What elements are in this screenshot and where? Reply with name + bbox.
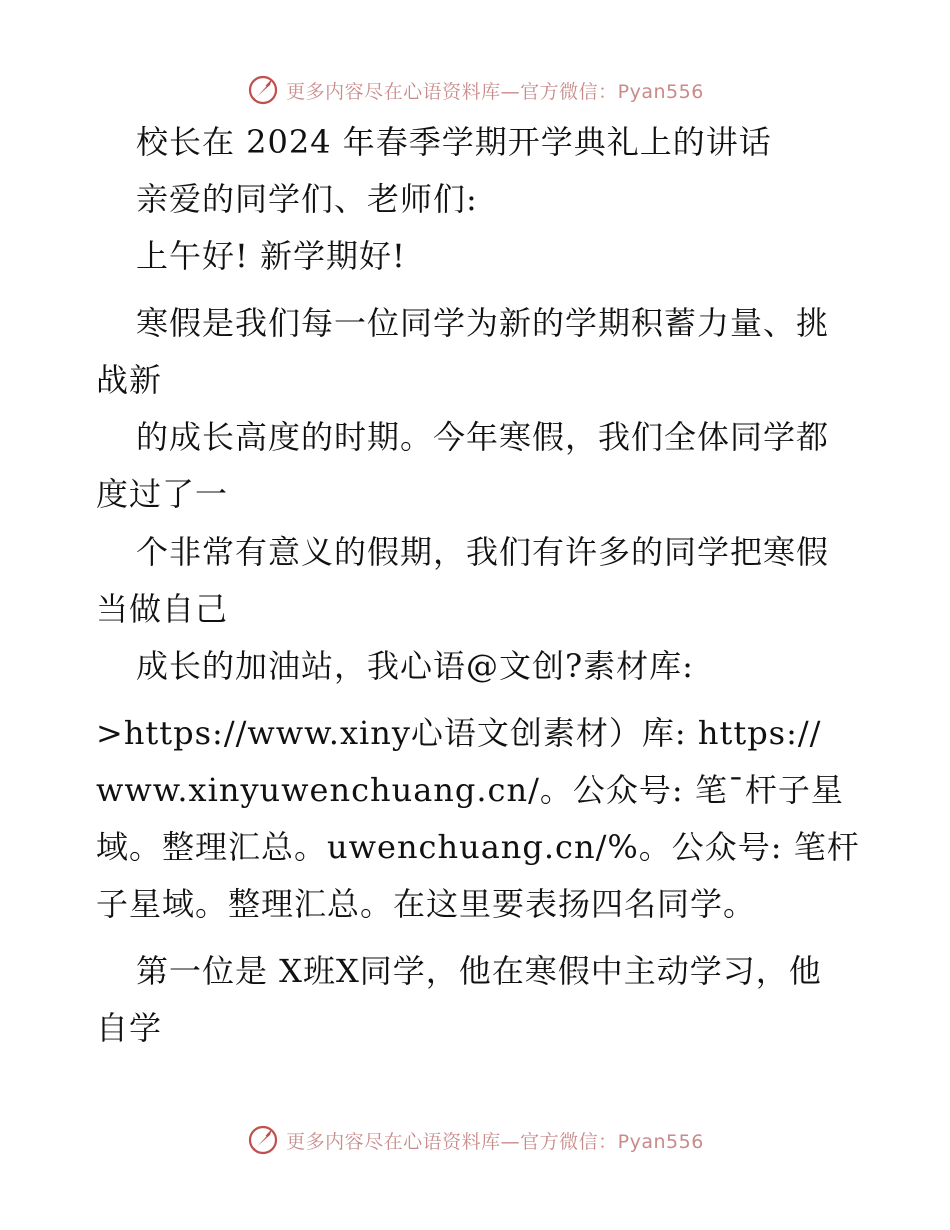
paragraph-line: www.xinyuwenchuang.cn/。公众号: 笔¯杆子星: [96, 771, 844, 809]
paragraph-line: 自学: [96, 1009, 163, 1047]
footer-watermark: [0, 1122, 950, 1158]
paragraph-line: 个非常有意义的假期，我们有许多的同学把寒假: [136, 533, 830, 571]
document-title: 校长在 2024 年春季学期开学典礼上的讲话: [136, 123, 772, 161]
paragraph-line: 的成长高度的时期。今年寒假，我们全体同学都: [136, 418, 830, 456]
paragraph-line: 成长的加油站，我心语@文创?素材库:: [136, 647, 694, 685]
paragraph-line: 度过了一: [96, 475, 229, 513]
paragraph-line: 战新: [96, 361, 163, 399]
paragraph-line: 子星域。整理汇总。在这里要表扬四名同学。: [96, 885, 757, 923]
salutation: 亲爱的同学们、老师们:: [136, 180, 478, 218]
greeting: 上午好! 新学期好!: [136, 237, 406, 275]
paragraph-line: >https://www.xiny心语文创素材）库: https://: [96, 714, 822, 752]
paragraph-line: 当做自己: [96, 590, 229, 628]
paragraph-line: 域。整理汇总。uwenchuang.cn/%。公众号: 笔杆: [96, 828, 860, 866]
header-watermark: [0, 72, 950, 108]
paragraph-line: 第一位是 X班X同学，他在寒假中主动学习，他: [136, 952, 822, 990]
watermark-text: 更多内容尽在心语资料库—官方微信：Pyan556: [286, 80, 704, 103]
quill-pen-logo-icon: [246, 1123, 280, 1157]
quill-pen-logo-icon: [246, 73, 280, 107]
watermark-text: 更多内容尽在心语资料库—官方微信：Pyan556: [286, 1130, 704, 1153]
paragraph-line: 寒假是我们每一位同学为新的学期积蓄力量、挑: [136, 304, 830, 342]
